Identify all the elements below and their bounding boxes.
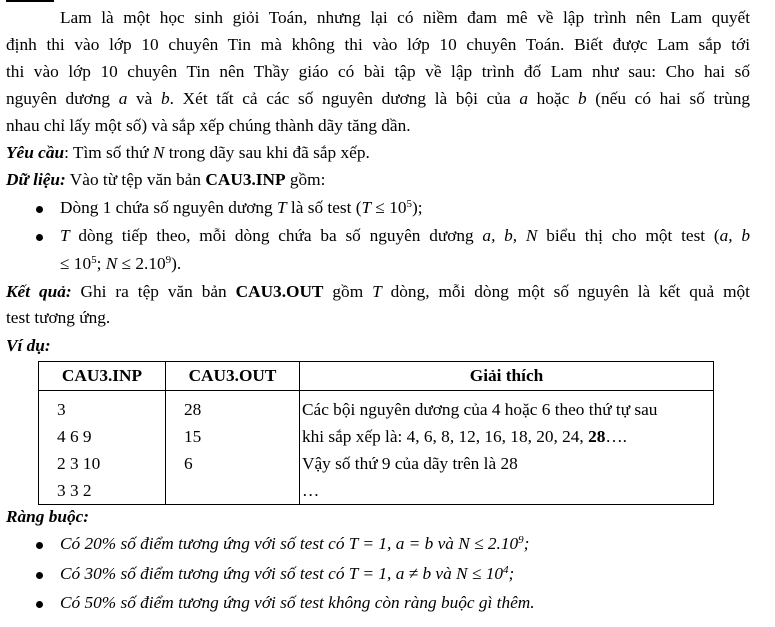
var-t: T (60, 226, 70, 245)
input-bullet-2-cont (60, 252, 750, 277)
explain-bold-value: 28 (588, 427, 606, 446)
output-text: Ghi ra tệp văn bản (71, 282, 236, 301)
bullet-text: ); (412, 198, 423, 217)
output-text: test tương ứng. (6, 308, 111, 327)
var-n: N (152, 143, 165, 162)
constraint-1 (60, 532, 750, 557)
intro-text: Lam là một học sinh giỏi Toán, nhưng lại có niềm đam mê về lập trình nên Lam quyết (60, 8, 750, 27)
explain-text: …. (605, 427, 627, 446)
bullet-text: Dòng 1 chứa số nguyên dương (60, 198, 277, 217)
input-text: gồm: (285, 170, 326, 189)
requirement-text: trong dãy sau khi đã sắp xếp. (164, 143, 370, 162)
bullet-text: ). (171, 254, 182, 273)
exponent: 5 (406, 198, 413, 210)
var-a: a (118, 89, 128, 108)
bullet-icon (36, 542, 43, 549)
explain-cell (300, 391, 714, 505)
intro-text: (nếu có hai số trùng (586, 89, 751, 108)
bullet-text: biểu thị cho một test ( (537, 226, 720, 245)
var-t: T (276, 198, 287, 217)
constraint-3 (60, 591, 750, 616)
bullet-text: ≤ 10 (371, 198, 407, 217)
intro-line-4 (6, 87, 750, 112)
intro-text: nguyên dương (6, 89, 119, 108)
vars-abn: a, b, N (482, 226, 538, 245)
out-line: 6 (184, 454, 193, 473)
explain-line: … (302, 481, 320, 500)
top-rule (6, 0, 54, 2)
output-line-2 (6, 306, 750, 331)
example-table (38, 361, 714, 505)
requirement-text: : Tìm số thứ (64, 143, 153, 162)
bullet-icon (36, 234, 43, 241)
table-header-explain: Giải thích (300, 362, 714, 391)
input-file-name: CAU3.INP (205, 170, 286, 189)
out-cell (166, 391, 300, 505)
bullet-text: ; (96, 254, 106, 273)
intro-line-5 (6, 114, 750, 139)
explain-text: khi sắp xếp là: 4, 6, 8, 12, 16, 18, 20, 24, (302, 427, 589, 446)
bullet-icon (36, 572, 43, 579)
explain-line: Các bội nguyên dương của 4 hoặc 6 theo thứ tự sau (302, 400, 658, 419)
explain-line (300, 423, 713, 450)
intro-text: thi vào lớp 10 chuyên Tin nên Thầy giáo có bài tập về lập trình đố Lam như sau: Cho hai số (6, 62, 750, 81)
bullet-icon (36, 601, 43, 608)
bullet-icon (36, 206, 43, 213)
intro-text: nhau chỉ lấy một số) và sắp xếp chúng thành dãy tăng dần. (6, 116, 411, 135)
bullet-text: ≤ 10 (60, 254, 92, 273)
intro-line-1 (6, 6, 750, 31)
table-header-inp: CAU3.INP (39, 362, 166, 391)
exponent: 4 (502, 564, 509, 576)
intro-text: hoặc (527, 89, 578, 108)
vars-ab: a, b (719, 226, 751, 245)
output-text: gồm (323, 282, 373, 301)
intro-text: . Xét tất cả các số nguyên dương là bội của (169, 89, 520, 108)
constraints-label: Ràng buộc: (6, 507, 90, 526)
requirement-label: Yêu cầu (6, 143, 65, 162)
output-file-name: CAU3.OUT (235, 282, 324, 301)
intro-text: định thi vào lớp 10 chuyên Tin mà không thi vào lớp 10 chuyên Toán. Biết được Lam sắp tới (6, 35, 750, 54)
input-bullet-1 (60, 196, 750, 221)
table-header-out: CAU3.OUT (166, 362, 300, 391)
var-b: b (161, 89, 170, 108)
requirement (6, 141, 750, 166)
exponent: 9 (518, 534, 524, 546)
example-label: Ví dụ: (6, 336, 51, 355)
constraint-text: Có 30% số điểm tương ứng với số test có T = 1, a ≠ b và N ≤ 10 (60, 564, 503, 583)
var-t: T (372, 282, 382, 301)
bullet-text: ≤ 2.10 (117, 254, 166, 273)
intro-text: và (127, 89, 162, 108)
intro-line-3 (6, 60, 750, 85)
input-bullet-2 (60, 224, 750, 249)
constraint-text: Có 20% số điểm tương ứng với số test có T = 1, a = b và N ≤ 2.10 (60, 534, 519, 553)
constraint-text: ; (523, 534, 530, 553)
inp-line: 4 6 9 (57, 427, 92, 446)
constraint-text: ; (508, 564, 515, 583)
inp-line: 3 3 2 (57, 481, 92, 500)
inp-line: 2 3 10 (57, 454, 101, 473)
exponent: 9 (165, 254, 172, 266)
table-header-row (39, 362, 714, 391)
var-t: T (361, 198, 372, 217)
inp-line: 3 (57, 400, 66, 419)
constraint-text: Có 50% số điểm tương ứng với số test không còn ràng buộc gì thêm. (60, 593, 535, 612)
bullet-text: dòng tiếp theo, mỗi dòng chứa ba số nguyên dương (69, 226, 483, 245)
constraints-heading (6, 505, 750, 530)
var-b: b (577, 89, 587, 108)
out-line: 28 (184, 400, 202, 419)
var-a: a (519, 89, 528, 108)
bullet-text: là số test ( (286, 198, 362, 217)
var-n: N (105, 254, 118, 273)
input-heading (6, 168, 750, 193)
example-heading (6, 334, 750, 359)
table-row (39, 391, 714, 505)
explain-line: Vậy số thứ 9 của dãy trên là 28 (302, 454, 518, 473)
out-line: 15 (184, 427, 202, 446)
input-label: Dữ liệu: (6, 170, 66, 189)
exponent: 5 (91, 254, 97, 266)
output-label: Kết quả: (6, 282, 72, 301)
output-heading (6, 280, 750, 305)
intro-line-2 (6, 33, 750, 58)
output-text: dòng, mỗi dòng một số nguyên là kết quả một (381, 282, 750, 301)
input-text: Vào từ tệp văn bản (65, 170, 206, 189)
inp-cell (39, 391, 166, 505)
constraint-2 (60, 562, 750, 587)
